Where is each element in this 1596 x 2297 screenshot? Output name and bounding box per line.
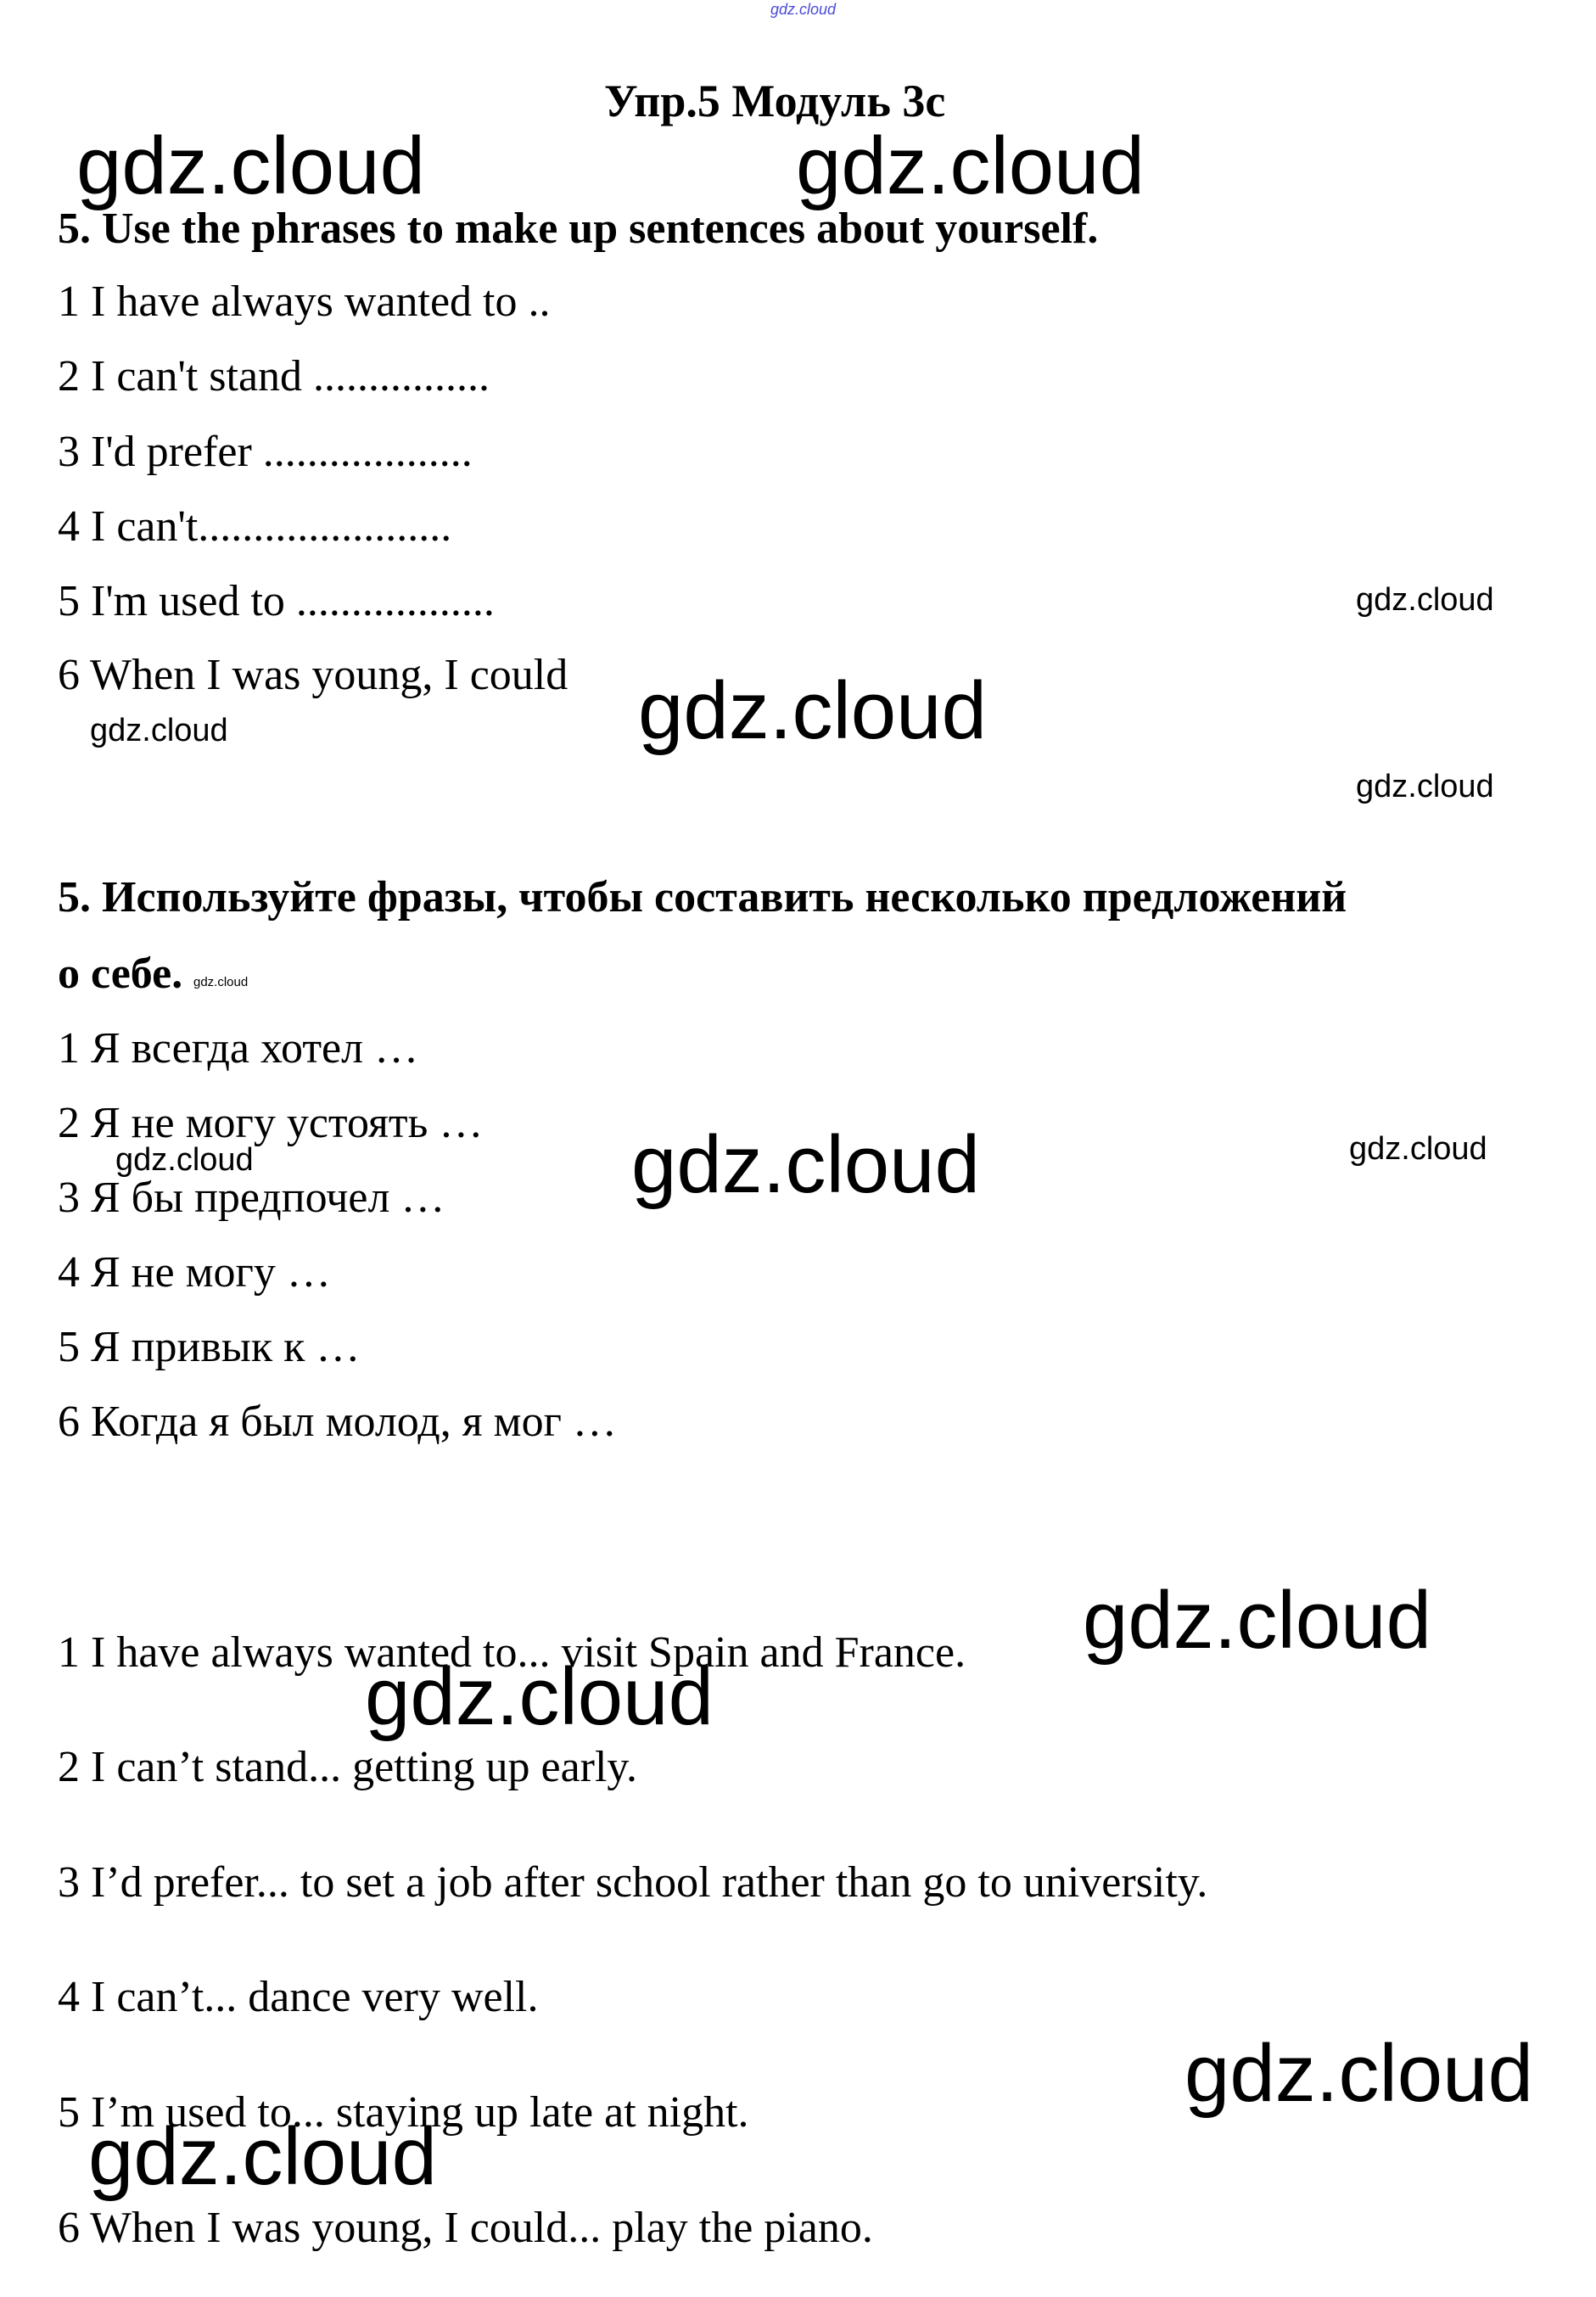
watermark: gdz.cloud [365, 1651, 714, 1742]
answer-item: 1 I have always wanted to... visit Spain and France. [58, 1628, 966, 1677]
watermark: gdz.cloud [1184, 2028, 1533, 2119]
task-ru-item: 5 Я привык к … [58, 1323, 361, 1371]
watermark: gdz.cloud [90, 713, 228, 748]
task-ru-item: 4 Я не могу … [58, 1248, 331, 1297]
watermark: gdz.cloud [631, 1119, 980, 1210]
answer-item: 2 I can’t stand... getting up early. [58, 1743, 638, 1791]
task-ru-heading-cont: о себе. [58, 950, 183, 998]
answer-item: 5 I’m used to... staying up late at night. [58, 2088, 749, 2137]
answer-item: 3 I’d prefer... to set a job after school rather than go to university. [58, 1858, 1208, 1907]
watermark: gdz.cloud [193, 975, 249, 989]
task-ru-item: 3 Я бы предпочел … [58, 1174, 445, 1222]
watermark: gdz.cloud [1356, 582, 1494, 618]
task-ru-item: 6 Когда я был молод, я мог … [58, 1398, 617, 1446]
watermark: gdz.cloud [88, 2111, 437, 2202]
task-en-item: 1 I have always wanted to .. [58, 277, 551, 326]
page-title: Упр.5 Модуль 3с [604, 76, 946, 126]
task-en-item: 3 I'd prefer ................... [58, 428, 473, 476]
answer-item: 6 When I was young, I could... play the piano. [58, 2204, 873, 2252]
watermark: gdz.cloud [1083, 1575, 1431, 1666]
watermark: gdz.cloud [1356, 769, 1494, 804]
watermark: gdz.cloud [76, 120, 425, 211]
watermark: gdz.cloud [1349, 1131, 1487, 1167]
task-ru-heading: 5. Используйте фразы, чтобы составить несколько предложений [58, 873, 1347, 922]
answer-item: 4 I can’t... dance very well. [58, 1973, 539, 2021]
task-en-item: 4 I can't....................... [58, 502, 452, 551]
task-en-item: 2 I can't stand ................ [58, 352, 490, 401]
task-en-heading: 5. Use the phrases to make up sentences about yourself. [58, 204, 1099, 253]
watermark: gdz.cloud [796, 120, 1145, 211]
task-ru-item: 1 Я всегда хотел … [58, 1024, 419, 1073]
top-watermark: gdz.cloud [770, 1, 837, 18]
watermark: gdz.cloud [638, 665, 987, 756]
task-en-item: 6 When I was young, I could [58, 651, 568, 699]
task-en-item: 5 I'm used to .................. [58, 577, 495, 625]
watermark: gdz.cloud [115, 1142, 254, 1178]
task-ru-item: 2 Я не могу устоять … [58, 1099, 484, 1147]
